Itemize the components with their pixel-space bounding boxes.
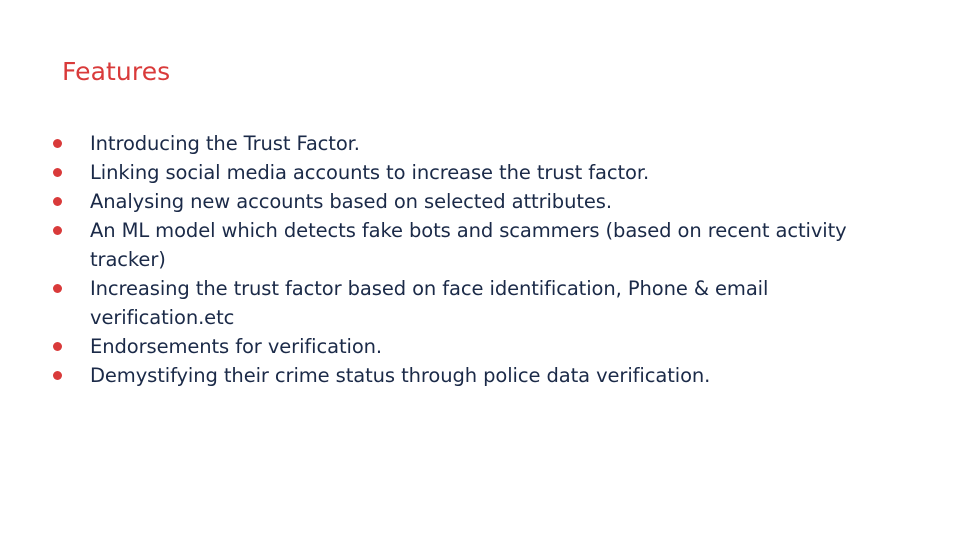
list-item-text: An ML model which detects fake bots and scammers (based on recent activity tracker): [90, 219, 847, 271]
bullet-icon: [53, 226, 62, 235]
bullet-icon: [53, 197, 62, 206]
bullet-icon: [53, 371, 62, 380]
list-item: [52, 216, 872, 274]
list-item-text: Introducing the Trust Factor.: [90, 132, 360, 155]
list-item: [52, 332, 872, 361]
bullet-icon: [53, 342, 62, 351]
list-item: [52, 274, 872, 332]
list-item-text: Demystifying their crime status through police data verification.: [90, 364, 711, 387]
slide-title: Features: [62, 57, 171, 86]
list-item-text: Linking social media accounts to increase the trust factor.: [90, 161, 650, 184]
bullet-icon: [53, 284, 62, 293]
list-item-text: Analysing new accounts based on selected attributes.: [90, 190, 612, 213]
list-item: [52, 361, 872, 390]
list-item-text: Endorsements for verification.: [90, 335, 383, 358]
list-item-text: Increasing the trust factor based on face identification, Phone & email verification.etc: [90, 277, 769, 329]
bullet-icon: [53, 139, 62, 148]
feature-list: [52, 129, 872, 390]
list-item: [52, 187, 872, 216]
bullet-icon: [53, 168, 62, 177]
list-item: [52, 158, 872, 187]
list-item: [52, 129, 872, 158]
